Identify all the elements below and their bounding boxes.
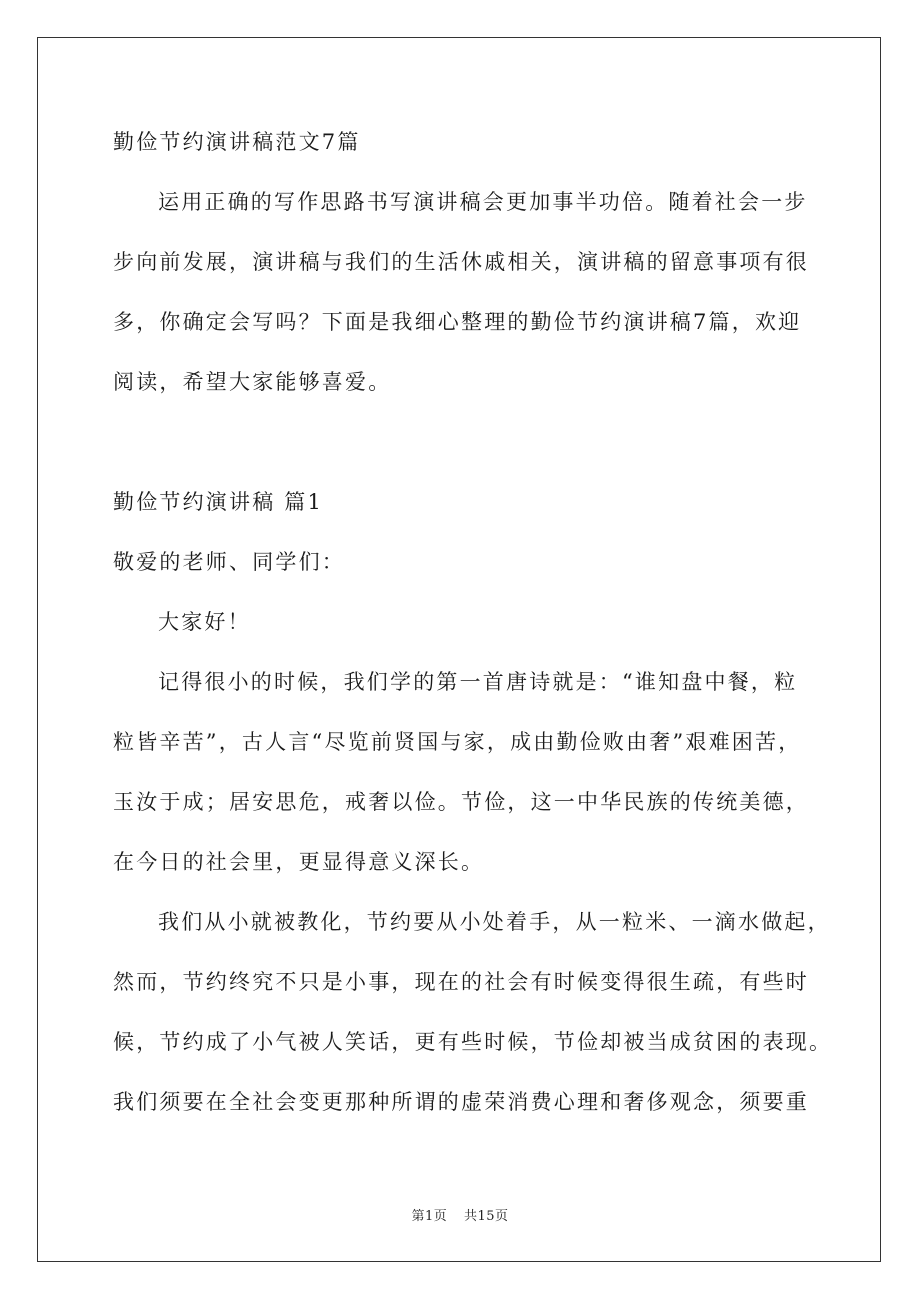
paragraph-line: 候，节约成了小气被人笑话，更有些时候，节俭却被当成贫困的表现。: [113, 1030, 833, 1054]
page-footer: [0, 1205, 920, 1224]
section-heading: 勤俭节约演讲稿 篇1: [113, 490, 324, 514]
salutation: 敬爱的老师、同学们：: [113, 550, 345, 574]
paragraph-line: 粒皆辛苦”，古人言“尽览前贤国与家，成由勤俭败由奢”艰难困苦，: [113, 730, 802, 754]
intro-line: 步向前发展，演讲稿与我们的生活休戚相关，演讲稿的留意事项有很: [113, 250, 809, 274]
intro-line: 阅读，希望大家能够喜爱。: [113, 370, 392, 394]
intro-line: 运用正确的写作思路书写演讲稿会更加事半功倍。随着社会一步: [158, 190, 808, 214]
paragraph-line: 我们从小就被教化，节约要从小处着手，从一粒米、一滴水做起，: [158, 910, 831, 934]
document-body: [113, 122, 833, 1142]
spacer: [113, 422, 833, 482]
total-pages-indicator: 共15页: [463, 1209, 509, 1224]
greeting: 大家好！: [158, 610, 251, 634]
document-title: 勤俭节约演讲稿范文7篇: [113, 130, 361, 154]
paragraph-line: 我们须要在全社会变更那种所谓的虚荣消费心理和奢侈观念，须要重: [113, 1090, 809, 1114]
paragraph-line: 记得很小的时候，我们学的第一首唐诗就是：“谁知盘中餐，粒: [158, 670, 798, 694]
intro-line: 多，你确定会写吗？下面是我细心整理的勤俭节约演讲稿7篇，欢迎: [113, 310, 802, 334]
paragraph-line: 玉汝于成；居安思危，戒奢以俭。节俭，这一中华民族的传统美德，: [113, 790, 809, 814]
paragraph-line: 然而，节约终究不只是小事，现在的社会有时候变得很生疏，有些时: [113, 970, 809, 994]
current-page-indicator: 第1页: [411, 1209, 448, 1224]
paragraph-line: 在今日的社会里，更显得意义深长。: [113, 850, 485, 874]
